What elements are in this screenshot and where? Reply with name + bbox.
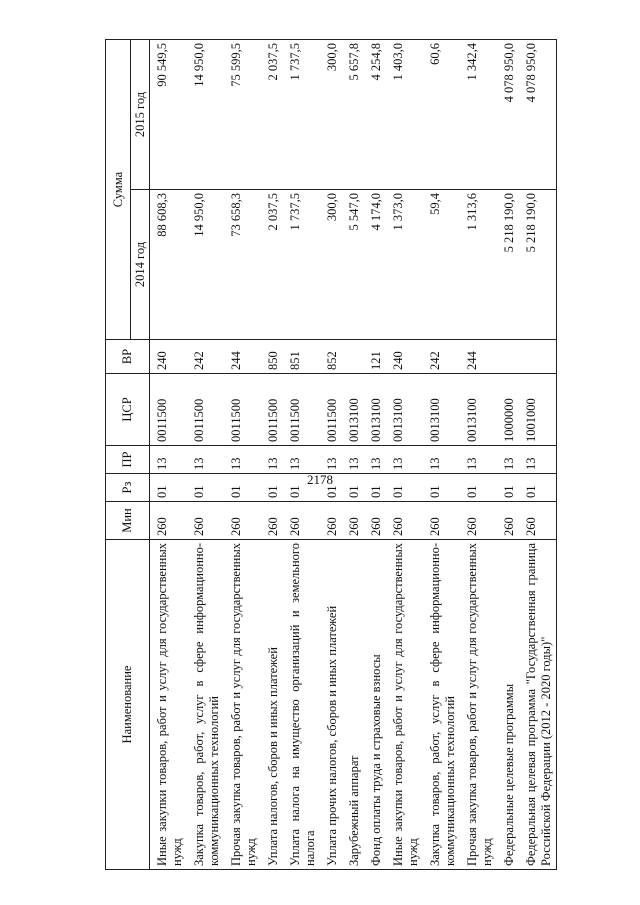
row-sum-2015: 4 078 950,0 bbox=[519, 40, 557, 190]
row-rz: 01 bbox=[261, 474, 283, 502]
row-pr: 13 bbox=[150, 446, 188, 474]
table-row bbox=[283, 40, 320, 870]
header-vr: ВР bbox=[106, 340, 150, 374]
row-name: Уплата прочих налогов, сборов и иных платежей bbox=[320, 540, 342, 870]
row-name: Иные закупки товаров, работ и услуг для государственных нужд bbox=[386, 540, 423, 870]
row-rz: 01 bbox=[423, 474, 460, 502]
row-csr: 0013100 bbox=[364, 374, 386, 446]
row-min: 260 bbox=[224, 502, 261, 540]
row-vr bbox=[342, 340, 364, 374]
header-pr: ПР bbox=[106, 446, 150, 474]
row-rz: 01 bbox=[224, 474, 261, 502]
row-pr: 13 bbox=[320, 446, 342, 474]
row-min: 260 bbox=[187, 502, 224, 540]
row-vr: 121 bbox=[364, 340, 386, 374]
row-sum-2014: 14 950,0 bbox=[187, 190, 224, 340]
row-name: Прочая закупка товаров, работ и услуг для государственных нужд bbox=[224, 540, 261, 870]
table-row bbox=[519, 40, 557, 870]
row-csr: 0013100 bbox=[342, 374, 364, 446]
row-sum-2015: 2 037,5 bbox=[261, 40, 283, 190]
header-sum: Сумма bbox=[106, 40, 131, 340]
row-name: Уплата налога на имущество организаций и земельного налога bbox=[283, 540, 320, 870]
table-body bbox=[150, 40, 557, 870]
table-row bbox=[460, 40, 497, 870]
row-sum-2014: 73 658,3 bbox=[224, 190, 261, 340]
row-vr bbox=[497, 340, 519, 374]
row-vr: 244 bbox=[224, 340, 261, 374]
row-vr: 240 bbox=[150, 340, 188, 374]
table-row bbox=[261, 40, 283, 870]
row-csr: 0013100 bbox=[460, 374, 497, 446]
row-csr: 1000000 bbox=[497, 374, 519, 446]
row-name: Закупка товаров, работ, услуг в сфере информационно-коммуникационных технологий bbox=[187, 540, 224, 870]
row-sum-2014: 1 313,6 bbox=[460, 190, 497, 340]
row-csr: 0011500 bbox=[224, 374, 261, 446]
table-row bbox=[320, 40, 342, 870]
row-pr: 13 bbox=[460, 446, 497, 474]
header-year-2015: 2015 год bbox=[131, 40, 150, 190]
row-min: 260 bbox=[342, 502, 364, 540]
header-name: Наименование bbox=[106, 540, 150, 870]
row-min: 260 bbox=[497, 502, 519, 540]
row-csr: 0011500 bbox=[283, 374, 320, 446]
header-rz: Рз bbox=[106, 474, 150, 502]
row-pr: 13 bbox=[283, 446, 320, 474]
row-vr bbox=[519, 340, 557, 374]
row-pr: 13 bbox=[497, 446, 519, 474]
row-sum-2015: 1 342,4 bbox=[460, 40, 497, 190]
table-row bbox=[423, 40, 460, 870]
row-sum-2015: 1 737,5 bbox=[283, 40, 320, 190]
row-vr: 851 bbox=[283, 340, 320, 374]
table-row bbox=[224, 40, 261, 870]
row-vr: 242 bbox=[423, 340, 460, 374]
header-csr: ЦСР bbox=[106, 374, 150, 446]
row-min: 260 bbox=[364, 502, 386, 540]
row-pr: 13 bbox=[519, 446, 557, 474]
row-csr: 0011500 bbox=[150, 374, 188, 446]
row-rz: 01 bbox=[320, 474, 342, 502]
row-name: Закупка товаров, работ, услуг в сфере информационно-коммуникационных технологий bbox=[423, 540, 460, 870]
rotated-page-content bbox=[105, 40, 565, 870]
row-rz: 01 bbox=[342, 474, 364, 502]
row-vr: 242 bbox=[187, 340, 224, 374]
row-min: 260 bbox=[386, 502, 423, 540]
row-vr: 240 bbox=[386, 340, 423, 374]
table-row bbox=[386, 40, 423, 870]
row-csr: 0011500 bbox=[187, 374, 224, 446]
row-pr: 13 bbox=[261, 446, 283, 474]
row-sum-2015: 5 657,8 bbox=[342, 40, 364, 190]
table-row bbox=[497, 40, 519, 870]
row-pr: 13 bbox=[187, 446, 224, 474]
row-rz: 01 bbox=[150, 474, 188, 502]
row-sum-2014: 4 174,0 bbox=[364, 190, 386, 340]
row-sum-2015: 75 599,5 bbox=[224, 40, 261, 190]
table-row bbox=[364, 40, 386, 870]
row-min: 260 bbox=[283, 502, 320, 540]
row-csr: 0013100 bbox=[423, 374, 460, 446]
row-sum-2014: 5 218 190,0 bbox=[519, 190, 557, 340]
row-sum-2014: 88 608,3 bbox=[150, 190, 188, 340]
table-row bbox=[187, 40, 224, 870]
row-min: 260 bbox=[423, 502, 460, 540]
row-sum-2015: 4 078 950,0 bbox=[497, 40, 519, 190]
row-csr: 0013100 bbox=[386, 374, 423, 446]
header-min: Мин bbox=[106, 502, 150, 540]
row-min: 260 bbox=[519, 502, 557, 540]
row-pr: 13 bbox=[386, 446, 423, 474]
row-min: 260 bbox=[150, 502, 188, 540]
row-sum-2014: 2 037,5 bbox=[261, 190, 283, 340]
row-rz: 01 bbox=[283, 474, 320, 502]
row-sum-2014: 5 547,0 bbox=[342, 190, 364, 340]
row-name: Иные закупки товаров, работ и услуг для государственных нужд bbox=[150, 540, 188, 870]
table-row bbox=[342, 40, 364, 870]
row-name: Фонд оплаты труда и страховые взносы bbox=[364, 540, 386, 870]
row-name: Уплата налогов, сборов и иных платежей bbox=[261, 540, 283, 870]
row-sum-2015: 4 254,8 bbox=[364, 40, 386, 190]
row-rz: 01 bbox=[497, 474, 519, 502]
row-min: 260 bbox=[261, 502, 283, 540]
row-rz: 01 bbox=[386, 474, 423, 502]
row-sum-2014: 300,0 bbox=[320, 190, 342, 340]
row-pr: 13 bbox=[224, 446, 261, 474]
row-name: Зарубежный аппарат bbox=[342, 540, 364, 870]
row-pr: 13 bbox=[342, 446, 364, 474]
row-sum-2014: 59,4 bbox=[423, 190, 460, 340]
row-sum-2015: 14 950,0 bbox=[187, 40, 224, 190]
row-name: Федеральные целевые программы bbox=[497, 540, 519, 870]
row-rz: 01 bbox=[460, 474, 497, 502]
row-csr: 0011500 bbox=[261, 374, 283, 446]
row-rz: 01 bbox=[187, 474, 224, 502]
budget-table bbox=[105, 39, 557, 870]
row-rz: 01 bbox=[364, 474, 386, 502]
header-year-2014: 2014 год bbox=[131, 190, 150, 340]
row-sum-2014: 5 218 190,0 bbox=[497, 190, 519, 340]
row-rz: 01 bbox=[519, 474, 557, 502]
row-vr: 850 bbox=[261, 340, 283, 374]
row-sum-2014: 1 737,5 bbox=[283, 190, 320, 340]
row-vr: 244 bbox=[460, 340, 497, 374]
table-row bbox=[150, 40, 188, 870]
row-csr: 0011500 bbox=[320, 374, 342, 446]
row-min: 260 bbox=[460, 502, 497, 540]
row-pr: 13 bbox=[423, 446, 460, 474]
row-min: 260 bbox=[320, 502, 342, 540]
row-csr: 1001000 bbox=[519, 374, 557, 446]
row-name: Федеральная целевая программа "Государственная граница Российской Федерации (2012 - 2020 годы)" bbox=[519, 540, 557, 870]
row-name: Прочая закупка товаров, работ и услуг для государственных нужд bbox=[460, 540, 497, 870]
row-sum-2014: 1 373,0 bbox=[386, 190, 423, 340]
row-pr: 13 bbox=[364, 446, 386, 474]
page-number: 2178 bbox=[307, 472, 333, 487]
row-sum-2015: 1 403,0 bbox=[386, 40, 423, 190]
row-sum-2015: 90 549,5 bbox=[150, 40, 188, 190]
row-vr: 852 bbox=[320, 340, 342, 374]
row-sum-2015: 60,6 bbox=[423, 40, 460, 190]
row-sum-2015: 300,0 bbox=[320, 40, 342, 190]
